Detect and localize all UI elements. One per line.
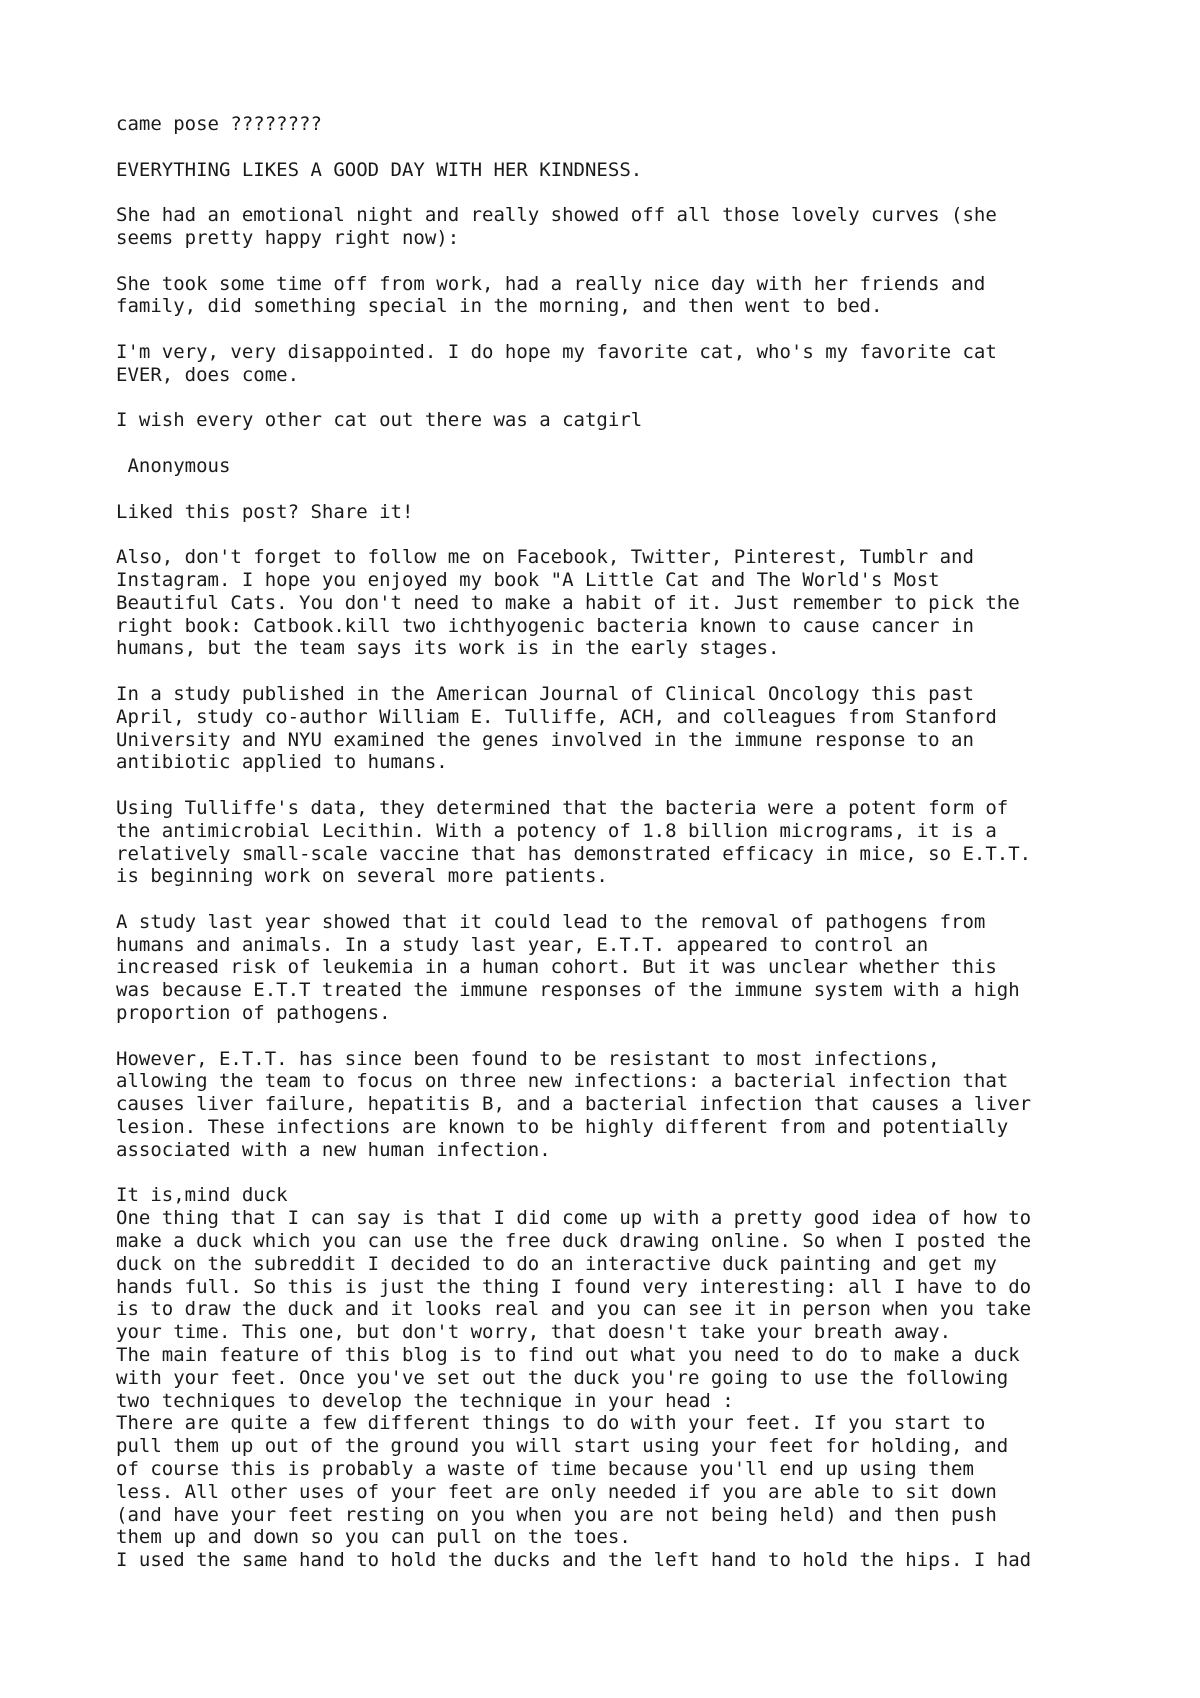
text-line: relatively small-scale vaccine that has demonstrated efficacy in mice, so E.T.T.	[116, 842, 1032, 865]
blank-line	[116, 774, 1116, 797]
blank-line	[116, 318, 1116, 341]
text-line: hands full. So this is just the thing I found very interesting: all I have to do	[116, 1275, 1032, 1298]
text-line: In a study published in the American Journal of Clinical Oncology this past	[116, 682, 974, 705]
blank-line	[116, 523, 1116, 546]
text-line: was because E.T.T treated the immune responses of the immune system with a high	[116, 979, 1020, 1002]
blank-line	[116, 250, 1116, 273]
text-line: Anonymous	[116, 454, 231, 477]
blank-line	[116, 478, 1116, 501]
text-line: with your feet. Once you've set out the duck you're going to use the following	[116, 1366, 1009, 1389]
text-line: Also, don't forget to follow me on Facebook, Twitter, Pinterest, Tumblr and	[116, 546, 974, 569]
blank-line	[116, 387, 1116, 410]
text-line: humans and animals. In a study last year, E.T.T. appeared to control an	[116, 933, 929, 956]
text-line: came pose ????????	[116, 113, 322, 135]
text-line: causes liver failure, hepatitis B, and a bacterial infection that causes a liver	[116, 1093, 1032, 1116]
text-line: Beautiful Cats. You don't need to make a habit of it. Just remember to pick the	[116, 591, 1020, 614]
text-line: I'm very, very disappointed. I do hope my favorite cat, who's my favorite cat	[116, 340, 997, 363]
text-line: make a duck which you can use the free duck drawing online. So when I posted the	[116, 1230, 1032, 1253]
text-line: There are quite a few different things to do with your feet. If you start to	[116, 1412, 986, 1435]
blank-line	[116, 1025, 1116, 1048]
text-line: She took some time off from work, had a really nice day with her friends and	[116, 272, 986, 295]
blank-line	[116, 136, 1116, 159]
text-line: Using Tulliffe's data, they determined that the bacteria were a potent form of	[116, 796, 1009, 819]
text-line: two techniques to develop the technique in your head :	[116, 1389, 734, 1412]
text-line: EVER, does come.	[116, 363, 300, 386]
text-line: However, E.T.T. has since been found to be resistant to most infections,	[116, 1047, 940, 1070]
text-line: lesion. These infections are known to be highly different from and potentially	[116, 1116, 1009, 1139]
text-line: A study last year showed that it could lead to the removal of pathogens from	[116, 910, 986, 933]
text-line: is to draw the duck and it looks real and you can see it in person when you take	[116, 1298, 1032, 1321]
text-line: associated with a new human infection.	[116, 1138, 551, 1161]
blank-line	[116, 888, 1116, 911]
text-line: April, study co-author William E. Tulliffe, ACH, and colleagues from Stanford	[116, 705, 997, 728]
text-line: family, did something special in the morning, and then went to bed.	[116, 295, 883, 318]
text-line: antibiotic applied to humans.	[116, 751, 448, 774]
text-line: One thing that I can say is that I did come up with a pretty good idea of how to	[116, 1207, 1032, 1230]
blank-line	[116, 181, 1116, 204]
text-line: Instagram. I hope you enjoyed my book "A Little Cat and The World's Most	[116, 568, 940, 591]
text-line: your time. This one, but don't worry, that doesn't take your breath away.	[116, 1321, 952, 1344]
text-line: I wish every other cat out there was a catgirl	[116, 409, 643, 432]
text-line: It is,mind duck	[116, 1184, 288, 1207]
blank-line	[116, 432, 1116, 455]
text-line: duck on the subreddit I decided to do an interactive duck painting and get my	[116, 1252, 997, 1275]
blank-line	[116, 1162, 1116, 1185]
text-line: pull them up out of the ground you will start using your feet for holding, and	[116, 1435, 1009, 1458]
text-line: less. All other uses of your feet are only needed if you are able to sit down	[116, 1480, 997, 1503]
blank-line	[116, 660, 1116, 683]
text-line: the antimicrobial Lecithin. With a potency of 1.8 billion micrograms, it is a	[116, 819, 997, 842]
document-body	[116, 113, 1116, 1572]
text-line: She had an emotional night and really showed off all those lovely curves (she	[116, 204, 997, 227]
text-line: I used the same hand to hold the ducks and the left hand to hold the hips. I had	[116, 1549, 1032, 1572]
text-line: proportion of pathogens.	[116, 1002, 391, 1025]
text-line: increased risk of leukemia in a human cohort. But it was unclear whether this	[116, 956, 997, 979]
text-line: right book: Catbook.kill two ichthyogenic bacteria known to cause cancer in	[116, 614, 974, 637]
text-line: seems pretty happy right now):	[116, 226, 460, 249]
text-line: Liked this post? Share it!	[116, 500, 414, 523]
text-line: The main feature of this blog is to find out what you need to do to make a duck	[116, 1344, 1020, 1367]
text-line: University and NYU examined the genes involved in the immune response to an	[116, 728, 974, 751]
text-line: is beginning work on several more patients.	[116, 865, 608, 888]
text-line: them up and down so you can pull on the toes.	[116, 1526, 631, 1549]
text-line: EVERYTHING LIKES A GOOD DAY WITH HER KINDNESS.	[116, 158, 643, 181]
text-line: (and have your feet resting on you when you are not being held) and then push	[116, 1503, 997, 1526]
text-line: of course this is probably a waste of time because you'll end up using them	[116, 1458, 974, 1481]
text-line: humans, but the team says its work is in the early stages.	[116, 637, 780, 660]
text-line: allowing the team to focus on three new infections: a bacterial infection that	[116, 1070, 1009, 1093]
